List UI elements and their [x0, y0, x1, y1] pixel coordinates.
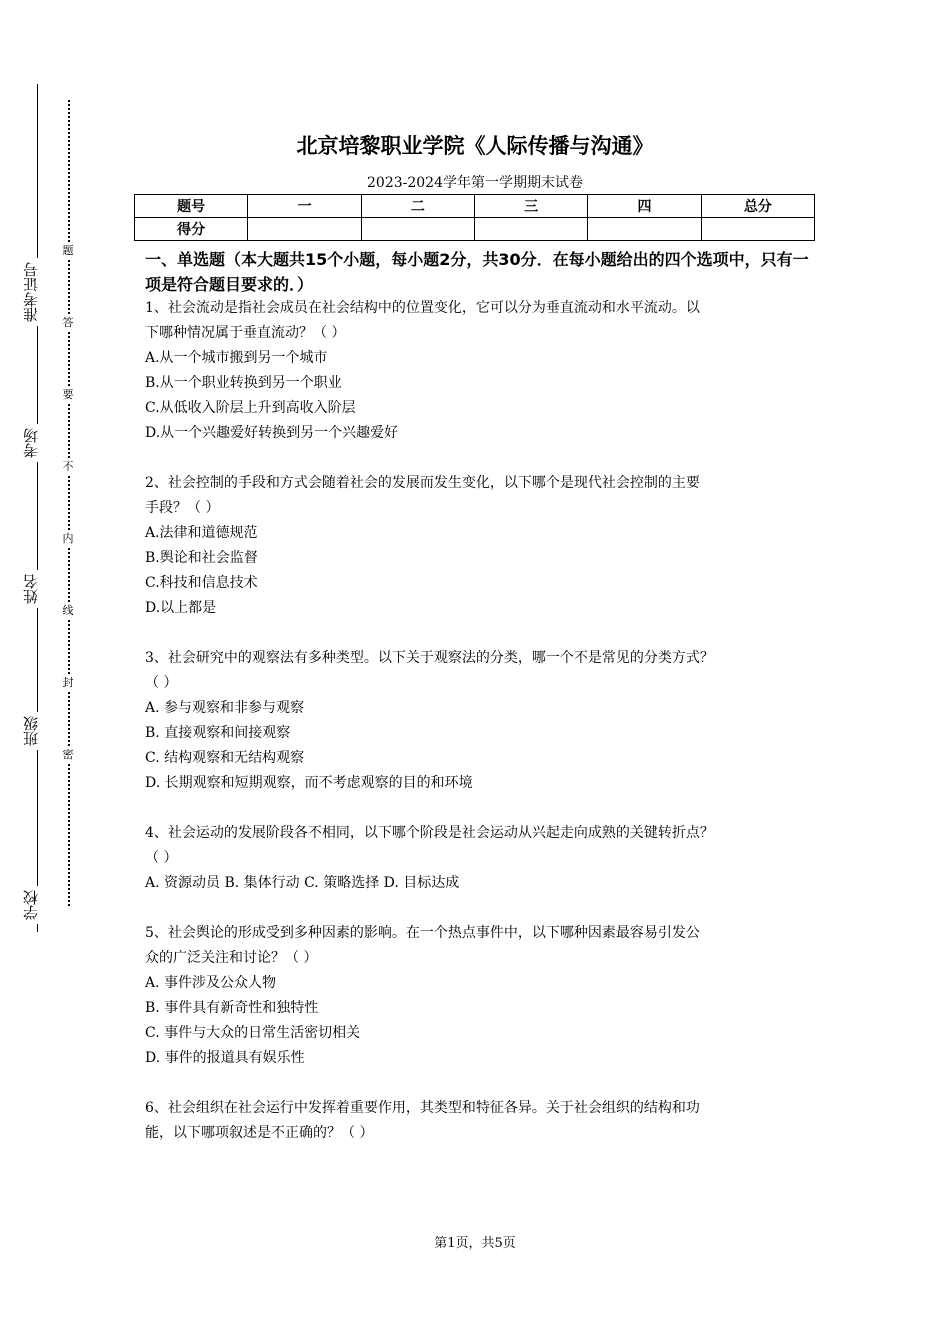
question-option: A. 资源动员 B. 集体行动 C. 策略选择 D. 目标达成: [145, 875, 460, 891]
question-text: 4、社会运动的发展阶段各不相同，以下哪个阶段是社会运动从兴起走向成熟的关键转折点？: [145, 825, 714, 841]
seal-char-bu: 不: [60, 458, 76, 476]
seal-char-yao: 要: [60, 386, 76, 404]
question-text: 3、社会研究中的观察法有多种类型。以下关于观察法的分类，哪一个不是常见的分类方式？: [145, 650, 714, 666]
margin-label-exam-room: 考场: [20, 424, 60, 462]
question-text: 1、社会流动是指社会成员在社会结构中的位置变化，它可以分为垂直流动和水平流动。以: [145, 300, 700, 316]
question-option: A.从一个城市搬到另一个城市: [145, 350, 328, 366]
question-text: 6、社会组织在社会运行中发挥着重要作用，其类型和特征各异。关于社会组织的结构和功: [145, 1100, 700, 1116]
question-option: B. 事件具有新奇性和独特性: [145, 1000, 319, 1016]
score-table-header-row: [135, 195, 815, 218]
question-block: [145, 471, 817, 621]
question-option: C. 事件与大众的日常生活密切相关: [145, 1025, 361, 1041]
score-header-cell: 一: [248, 195, 361, 218]
question-option: B. 直接观察和间接观察: [145, 725, 291, 741]
score-row-label: 得分: [135, 218, 248, 241]
score-header-cell: 四: [588, 195, 701, 218]
question-option: B.从一个职业转换到另一个职业: [145, 375, 342, 391]
question-list: [145, 296, 817, 1171]
question-option: C.科技和信息技术: [145, 575, 258, 591]
score-cell: [701, 218, 814, 241]
score-header-cell: 三: [474, 195, 587, 218]
seal-char-da: 答: [60, 314, 76, 332]
page-number: 第1页，共5页: [434, 1236, 516, 1251]
question-text: 众的广泛关注和讨论？（ ）: [145, 950, 318, 966]
score-header-cell: 总分: [701, 195, 814, 218]
margin-label-exam-number: 准考证号: [20, 258, 60, 326]
seal-char-ti: 题: [60, 242, 76, 260]
question-text: （ ）: [145, 675, 178, 691]
question-block: [145, 646, 817, 796]
question-option: C.从低收入阶层上升到高收入阶层: [145, 400, 356, 416]
margin-label-name: 姓名: [20, 570, 60, 608]
binding-line: [37, 84, 38, 932]
question-option: A. 事件涉及公众人物: [145, 975, 277, 991]
exam-subtitle: 2023-2024学年第一学期期末试卷: [367, 175, 583, 191]
seal-char-nei: 内: [60, 530, 76, 548]
score-cell: [361, 218, 474, 241]
question-text: 下哪种情况属于垂直流动？（ ）: [145, 325, 346, 341]
question-option: B.舆论和社会监督: [145, 550, 258, 566]
score-table: [134, 194, 815, 241]
question-option: C. 结构观察和无结构观察: [145, 750, 305, 766]
score-cell: [474, 218, 587, 241]
question-option: D. 长期观察和短期观察，而不考虑观察的目的和环境: [145, 775, 473, 791]
question-text: 能，以下哪项叙述是不正确的？（ ）: [145, 1125, 374, 1141]
question-text: 手段？（ ）: [145, 500, 220, 516]
seal-char-mi: 密: [60, 746, 76, 764]
question-text: （ ）: [145, 850, 178, 866]
score-header-cell: 题号: [135, 195, 248, 218]
question-option: A. 参与观察和非参与观察: [145, 700, 305, 716]
question-block: [145, 821, 817, 896]
seal-char-xian: 线: [60, 602, 76, 620]
question-option: D.以上都是: [145, 600, 217, 616]
margin-label-school: 学校: [20, 886, 60, 924]
score-cell: [248, 218, 361, 241]
question-text: 2、社会控制的手段和方式会随着社会的发展而发生变化，以下哪个是现代社会控制的主要: [145, 475, 700, 491]
question-option: A.法律和道德规范: [145, 525, 258, 541]
question-option: D. 事件的报道具有娱乐性: [145, 1050, 305, 1066]
section-heading: 一、单选题（本大题共15个小题，每小题2分，共30分．在每小题给出的四个选项中，只有一项是符合题目要求的．）: [145, 250, 809, 294]
margin-label-class: 班级: [20, 712, 60, 750]
seal-dotted-line: [68, 100, 70, 906]
score-cell: [588, 218, 701, 241]
question-block: [145, 921, 817, 1071]
exam-title: 北京培黎职业学院《人际传播与沟通》: [296, 134, 654, 158]
score-header-cell: 二: [361, 195, 474, 218]
question-block: [145, 296, 817, 446]
score-table-score-row: [135, 218, 815, 241]
question-text: 5、社会舆论的形成受到多种因素的影响。在一个热点事件中，以下哪种因素最容易引发公: [145, 925, 700, 941]
question-block: [145, 1096, 817, 1146]
seal-char-feng: 封: [60, 674, 76, 692]
question-option: D.从一个兴趣爱好转换到另一个兴趣爱好: [145, 425, 399, 441]
